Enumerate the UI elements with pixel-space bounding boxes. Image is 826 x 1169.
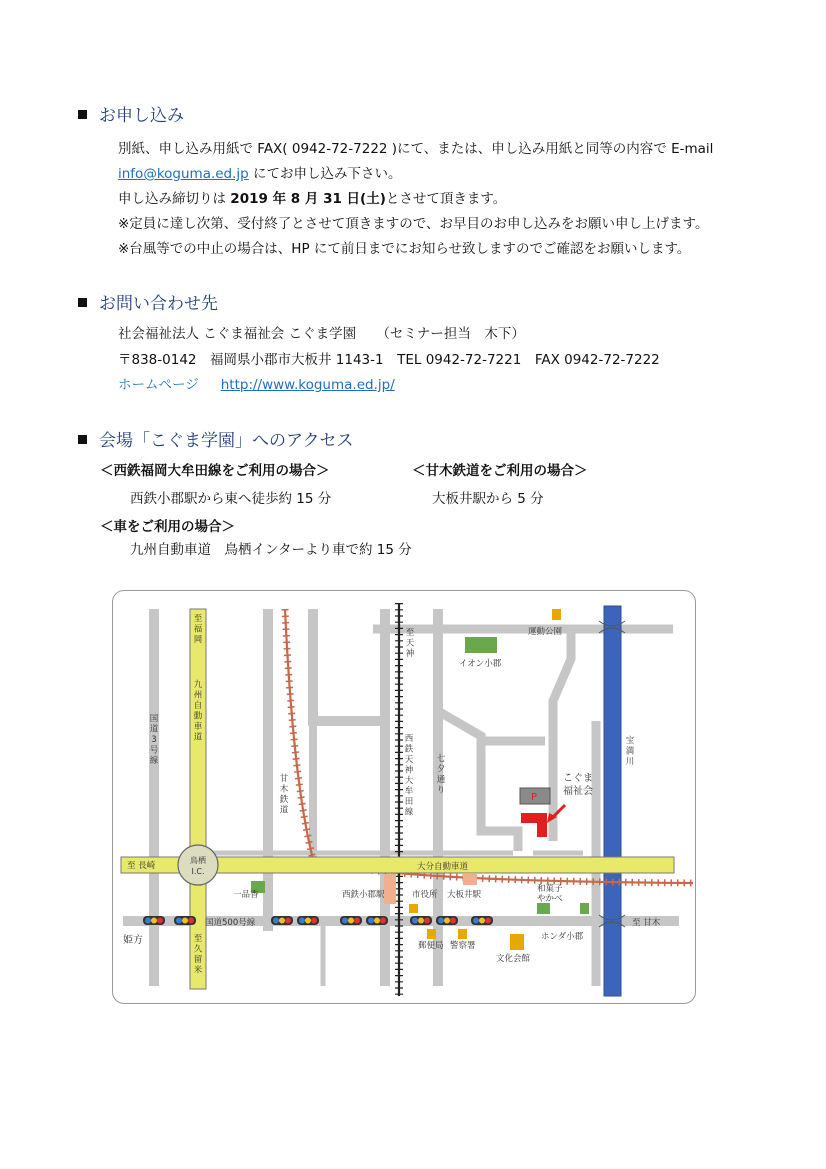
apply-note2: ※台風等での中止の場合は、HP にて前日までにお知らせ致しますのでご確認をお願いします。 — [118, 241, 691, 257]
deadline-prefix: 申し込み締切りは — [118, 191, 231, 207]
homepage-label: ホームページ — [118, 377, 199, 393]
label-sports-park: 運動公園 — [528, 627, 563, 637]
access-title-text: 会場「こぐま学園」へのアクセス — [99, 431, 354, 451]
wagashi-marker — [537, 903, 550, 914]
label-tanabata-street: 七夕通り — [436, 754, 446, 796]
contact-title-text: お問い合わせ先 — [99, 294, 218, 314]
car-text: 九州自動車道 鳥栖インターより車で約 15 分 — [130, 542, 412, 558]
contact-org: 社会福祉法人 こぐま福祉会 こぐま学園 （セミナー担当 木下） — [118, 326, 525, 342]
tosu-ic-circle — [178, 845, 218, 885]
traffic-signal-icon — [436, 916, 458, 925]
label-tosu-ic: 鳥栖 I.C. — [190, 856, 206, 876]
label-post-office: 郵便局 — [418, 941, 444, 951]
amagi-heading: ＜甘木鉄道をご利用の場合＞ — [412, 463, 588, 479]
traffic-signal-icon — [340, 916, 362, 925]
car-heading: ＜車をご利用の場合＞ — [100, 519, 235, 535]
road-d — [438, 711, 545, 741]
label-kyushu-expressway: 九州自動車道 — [193, 680, 203, 743]
homepage-link[interactable]: http://www.koguma.ed.jp/ — [220, 377, 395, 393]
label-to-amagi: 至 甘木 — [632, 918, 661, 928]
nishitetsu-text: 西鉄小郡駅から東へ徒歩約 15 分 — [130, 491, 332, 507]
traffic-signal-icon — [297, 916, 319, 925]
apply-deadline — [118, 187, 506, 207]
label-oitai-station: 大板井駅 — [447, 890, 482, 900]
label-nishitetsu-line: 西鉄天神大牟田線 — [404, 734, 414, 818]
label-wagashi: 和菓子やかべ — [537, 884, 563, 904]
apply-title-text: お申し込み — [99, 106, 184, 126]
square-bullet-icon — [78, 435, 87, 444]
amagi-text: 大板井駅から 5 分 — [432, 491, 544, 507]
email-link[interactable]: info@koguma.ed.jp — [118, 166, 249, 182]
label-nishitetsu-ogori-station: 西鉄小郡駅 — [342, 890, 385, 900]
post-office-marker — [427, 929, 436, 939]
traffic-signal-icon — [143, 916, 165, 925]
nishitetsu-heading: ＜西鉄福岡大牟田線をご利用の場合＞ — [100, 463, 330, 479]
label-honda: ホンダ小郡 — [541, 932, 584, 942]
square-bullet-icon — [78, 298, 87, 307]
label-ippinko: 一品香 — [233, 890, 259, 900]
road-e — [481, 736, 518, 851]
label-to-nagasaki: 至 長崎 — [127, 861, 156, 871]
oitai-station-box — [463, 874, 477, 885]
label-city-hall: 市役所 — [412, 890, 438, 900]
access-map-svg — [113, 591, 695, 1003]
traffic-signal-icon — [471, 916, 493, 925]
access-section-title — [78, 426, 354, 451]
sports-park-marker — [552, 609, 561, 620]
city-hall-marker — [409, 904, 418, 913]
apply-line2-rest: にてお申し込み下さい。 — [248, 166, 402, 182]
culture-hall-marker — [510, 934, 524, 950]
contact-section-title — [78, 289, 218, 314]
traffic-signal-icon — [271, 916, 293, 925]
police-marker — [458, 929, 467, 939]
access-map — [112, 590, 696, 1004]
apply-line1: 別紙、申し込み用紙で FAX( 0942-72-7222 )にて、または、申し込み用紙と同等の内容で E-mail — [118, 141, 714, 157]
deadline-date: 2019 年 8 月 31 日(土) — [230, 191, 386, 207]
deadline-suffix: とさせて頂きます。 — [385, 191, 507, 207]
contact-homepage — [118, 373, 395, 393]
label-route3: 国道 3 号線 — [149, 714, 159, 766]
apply-line2 — [118, 162, 402, 182]
apply-note1: ※定員に達し次第、受付終了とさせて頂きますので、お早目のお申し込みをお願い申し上げます。 — [118, 216, 709, 232]
apply-section-title — [78, 101, 184, 126]
aeon-building — [465, 637, 497, 653]
label-to-fukuoka: 至福岡 — [193, 614, 203, 645]
label-culture-hall: 文化会館 — [496, 954, 531, 964]
label-amagi-railway: 甘木鉄道 — [279, 774, 289, 816]
label-parking: P — [531, 792, 538, 803]
contact-address: 〒838-0142 福岡県小郡市大板井 1143-1 TEL 0942-72-7221 FAX 0942-72-7222 — [118, 352, 660, 368]
label-koguma-line1: こぐま福祉会 — [563, 773, 593, 797]
takara-river — [604, 606, 621, 996]
kyushu-expressway-road — [190, 609, 206, 989]
honda-marker — [580, 903, 589, 914]
label-police: 警察署 — [450, 941, 476, 951]
label-takara-river: 宝満川 — [625, 736, 635, 767]
label-oita-expressway: 大分自動車道 — [417, 862, 469, 872]
label-to-kurume: 至久留米 — [193, 934, 203, 976]
traffic-signal-icon — [410, 916, 432, 925]
label-himekata: 姫方 — [123, 935, 143, 946]
traffic-signal-icon — [174, 916, 196, 925]
label-to-tenjin: 至天神 — [405, 628, 415, 659]
label-route500: 国道500号線 — [205, 918, 256, 928]
traffic-signal-icon — [366, 916, 388, 925]
koguma-building — [521, 813, 547, 837]
square-bullet-icon — [78, 110, 87, 119]
label-aeon: イオン小郡 — [459, 659, 502, 669]
nishitetsu-ogori-station-box — [384, 874, 396, 904]
